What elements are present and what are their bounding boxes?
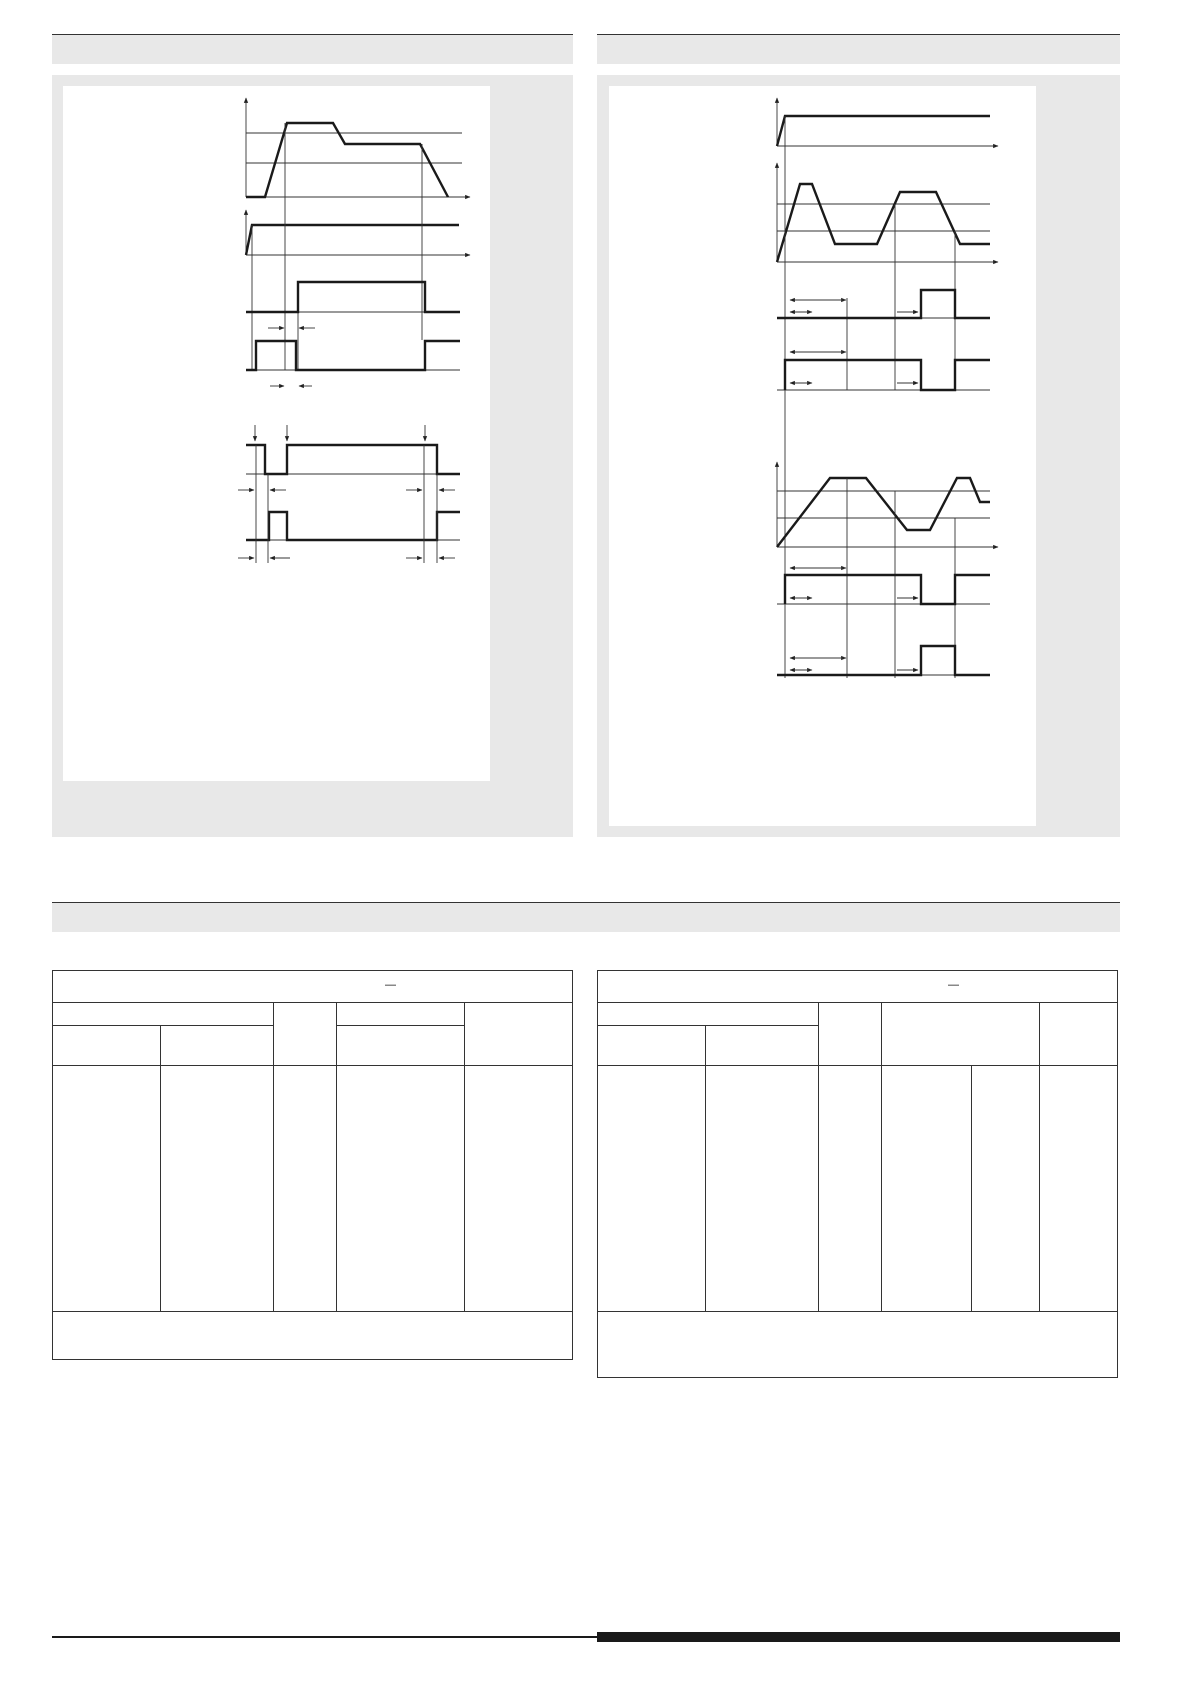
row-divider (53, 1025, 273, 1026)
row-divider (336, 1025, 464, 1026)
output-pulse-r2 (785, 360, 990, 390)
row-divider (598, 1025, 818, 1026)
output-pulse-r4 (777, 646, 990, 675)
row-divider (598, 1311, 1117, 1312)
signal-curve-r1 (777, 116, 990, 146)
signal-curve-2 (246, 225, 459, 255)
signal-curve-r3 (777, 478, 990, 547)
table-left (52, 970, 573, 1360)
col-divider (881, 1002, 882, 1311)
signal-curve-1 (246, 123, 448, 197)
table-right (597, 970, 1118, 1378)
footer-rule-thick (597, 1632, 1120, 1642)
section-header-full (52, 902, 1120, 932)
col-divider (971, 1065, 972, 1311)
footer-rule-thin (52, 1636, 597, 1638)
output-pulse-1 (246, 282, 460, 312)
col-divider (273, 1002, 274, 1311)
output-pulse-r1 (777, 290, 990, 318)
signal-curve-r2 (777, 184, 990, 262)
table-header-mark: — (385, 979, 396, 991)
row-divider (53, 1065, 572, 1066)
col-divider (160, 1025, 161, 1311)
col-divider (818, 1002, 819, 1311)
output-pulse-2 (246, 341, 460, 370)
lower-pulse-2 (246, 512, 460, 540)
table-header-mark: — (948, 979, 959, 991)
col-divider (336, 1002, 337, 1311)
col-divider (1039, 1002, 1040, 1311)
row-divider (53, 1002, 572, 1003)
row-divider (53, 1311, 572, 1312)
output-pulse-r3 (785, 575, 990, 604)
col-divider (464, 1002, 465, 1311)
lower-pulse-1 (246, 445, 460, 474)
col-divider (705, 1025, 706, 1311)
